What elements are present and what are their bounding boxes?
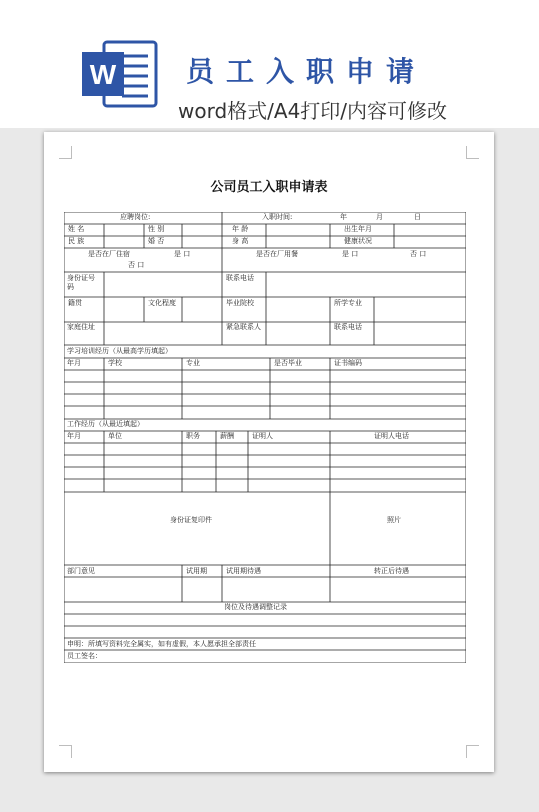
work-section-title: 工作经历（从最近填起） <box>67 420 144 428</box>
age-label: 年 龄 <box>232 225 249 233</box>
study-section-title: 学习培训经历（从最高学历填起） <box>67 347 172 355</box>
entry-time-label: 入职时间: <box>262 213 293 221</box>
school-label: 毕业院校 <box>226 299 254 307</box>
adjust-record-title: 岗位及待遇调整记录 <box>224 603 287 611</box>
study-col-year-month: 年月 <box>67 359 81 367</box>
statement-text: 申明：所填写资料完全属实，如有虚假，本人愿承担全部责任 <box>67 640 256 648</box>
application-form <box>64 212 466 663</box>
phone-label: 联系电话 <box>226 274 254 282</box>
health-label: 健康状况 <box>344 237 372 245</box>
banner-subtitle: word格式/A4打印/内容可修改 <box>178 99 448 123</box>
dept-opinion-label: 部门意见 <box>67 567 95 575</box>
birth-label: 出生年月 <box>344 225 372 233</box>
crop-mark <box>466 745 479 758</box>
banner-title: 员工入职申请 <box>186 55 427 88</box>
crop-mark <box>59 745 72 758</box>
svg-text:W: W <box>89 59 117 90</box>
dorm-yes-checkbox[interactable]: 是 口 <box>174 250 191 258</box>
gender-label: 性 别 <box>148 225 165 233</box>
work-col-reference: 证明人 <box>252 432 273 440</box>
work-col-position: 职务 <box>186 432 200 440</box>
crop-mark <box>59 146 72 159</box>
regular-pay-label: 转正后待遇 <box>374 567 409 575</box>
document-title: 公司员工入职申请表 <box>210 180 328 195</box>
ethnicity-label: 民 族 <box>68 237 85 245</box>
work-col-salary: 薪酬 <box>220 432 234 440</box>
study-col-graduated: 是否毕业 <box>274 359 302 367</box>
education-label: 文化程度 <box>148 299 176 307</box>
probation-pay-label: 试用期待遇 <box>226 567 261 575</box>
work-col-year-month: 年月 <box>67 432 81 440</box>
id-copy-area: 身份证复印件 <box>170 516 212 524</box>
dorm-no-checkbox[interactable]: 否 口 <box>128 261 145 269</box>
banner <box>0 0 539 128</box>
major-label: 所学专业 <box>334 299 362 307</box>
id-number-label: 身份证号码 <box>67 274 95 291</box>
word-document-icon <box>80 38 160 110</box>
address-label: 家庭住址 <box>67 323 95 331</box>
emergency-contact-label: 紧急联系人 <box>226 323 261 331</box>
position-label: 应聘岗位: <box>120 213 151 221</box>
study-col-major: 专业 <box>186 359 200 367</box>
meal-no-checkbox[interactable]: 否 口 <box>410 250 427 258</box>
study-col-school: 学校 <box>108 359 122 367</box>
marital-label: 婚 否 <box>148 237 165 245</box>
work-col-company: 单位 <box>108 432 122 440</box>
dorm-label: 是否在厂住宿 <box>88 250 130 258</box>
photo-area: 照片 <box>387 516 401 524</box>
probation-label: 试用期 <box>186 567 207 575</box>
meal-yes-checkbox[interactable]: 是 口 <box>342 250 359 258</box>
name-label: 姓 名 <box>68 225 85 233</box>
month-label: 月 <box>376 213 383 221</box>
study-col-certificate: 证书编码 <box>334 359 362 367</box>
height-label: 身 高 <box>232 237 249 245</box>
signature-label: 员工签名： <box>67 652 102 660</box>
meal-label: 是否在厂用餐 <box>256 250 298 258</box>
work-col-reference-phone: 证明人电话 <box>374 432 409 440</box>
crop-mark <box>466 146 479 159</box>
native-label: 籍贯 <box>68 299 82 307</box>
emergency-phone-label: 联系电话 <box>334 323 362 331</box>
document-page <box>44 132 494 772</box>
day-label: 日 <box>414 213 421 221</box>
year-label: 年 <box>340 213 347 221</box>
